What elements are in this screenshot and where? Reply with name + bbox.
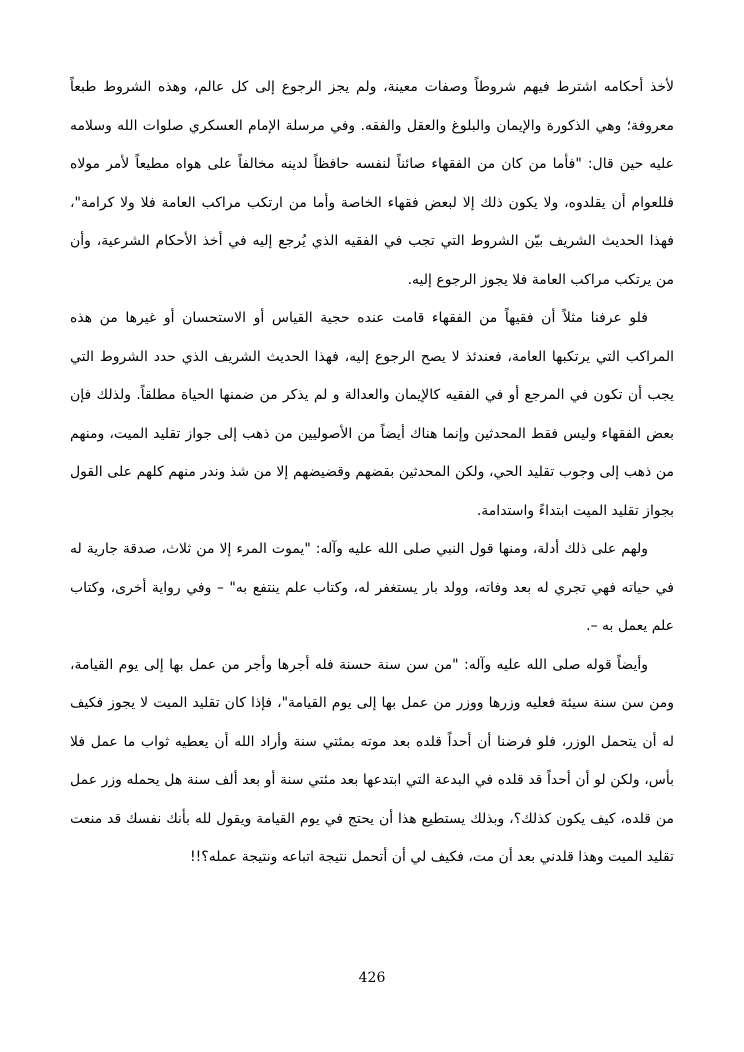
paragraph-1: لأخذ أحكامه اشترط فيهم شروطاً وصفات معينة، ولم يجز الرجوع إلى كل عالم، وهذه الشروط طبعاً معروفة؛ وهي الذكورة والإيمان والبلوغ والعقل والفقه. وفي مرسلة الإمام العسكري صلوات الله وسلامه عليه حين قال: "فأما من كان من الفقهاء صائناً لنفسه حافظاً لدينه مخالفاً على هواه مطيعاً لأمر مولاه فللعوام أن يقلدوه، ولا يكون ذلك إلا لبعض فقهاء الخاصة وأما من ارتكب مراكب العامة فلا ولا كرامة"، فهذا الحديث الشريف بيّن الشروط التي تجب في الفقيه الذي يُرجع إليه في أخذ الأحكام الشرعية، وأن من يرتكب مراكب العامة فلا يجوز الرجوع إليه. [70, 79, 674, 288]
paragraph-2: فلو عرفنا مثلاً أن فقيهاً من الفقهاء قامت عنده حجية القياس أو الاستحسان أو غيرها من هذه المراكب التي يرتكبها العامة، فعندئذ لا يصح الرجوع إليه، فهذا الحديث الشريف الذي حدد الشروط التي يجب أن تكون في المرجع أو في الفقيه كالإيمان والعدالة و لم يذكر من ضمنها الحياة مطلقاً. ولذلك فإن بعض الفقهاء وليس فقط المحدثين وإنما هناك أيضاً من الأصوليين من ذهب إلى جواز تقليد الميت، ومنهم من ذهب إلى وجوب تقليد الحي، ولكن المحدثين بقضهم وقضيضهم إلا من شذ وندر منهم كلهم على القول بجواز تقليد الميت ابتداءً واستدامة. [70, 310, 674, 519]
body-text [70, 68, 674, 877]
paragraph-4: وأيضاً قوله صلى الله عليه وآله: "من سن سنة حسنة فله أجرها وأجر من عمل بها إلى يوم القيامة، ومن سن سنة سيئة فعليه وزرها ووزر من عمل بها إلى يوم القيامة"، فإذا كان تقليد الميت لا يجوز فكيف له أن يتحمل الوزر، فلو فرضنا أن أحداً قلده بعد موته بمئتي سنة وأراد الله أن يعطيه ثواب ما عمل فلا بأس، ولكن لو أن أحداً قد قلده في البدعة التي ابتدعها بعد مئتي سنة أو بعد ألف سنة هل يحمله وزر عمل من قلده، كيف يكون كذلك؟، وبذلك يستطيع هذا أن يحتج في يوم القيامة ويقول لله بأنك نفسك قد منعت تقليد الميت وهذا قلدني بعد أن مت، فكيف لي أن أتحمل نتيجة اتباعه ونتيجة عمله؟!! [70, 656, 674, 865]
paragraph-3: ولهم على ذلك أدلة، ومنها قول النبي صلى الله عليه وآله: "يموت المرء إلا من ثلاث، صدقة جارية له في حياته فهي تجري له بعد وفاته، وولد بار يستغفر له، وكتاب علم ينتفع به" – وفي رواية أخرى، وكتاب علم يعمل به –. [70, 541, 674, 634]
page-number: 426 [358, 970, 386, 986]
